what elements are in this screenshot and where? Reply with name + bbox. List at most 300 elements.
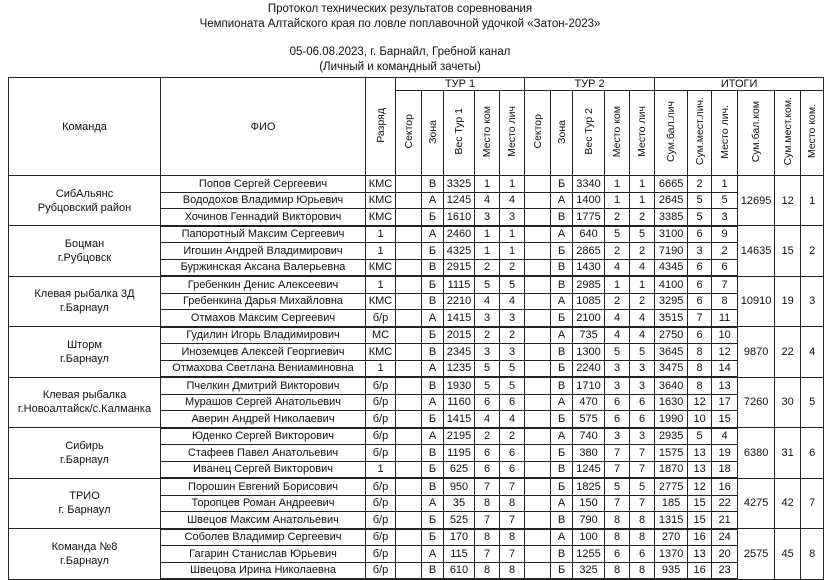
sum-places-pers-cell: 8 [688,377,712,394]
team-cell [9,478,161,529]
sum-points-pers-cell: 1630 [655,394,688,411]
rank-cell: КМС [366,209,396,226]
totals-header: ИТОГИ [655,78,824,91]
rank-cell: 1 [366,226,396,243]
place-pers2-cell: 2 [630,293,655,310]
team-places-cell: 45 [775,529,801,580]
zone2-cell: А [551,327,573,344]
zone2-cell: В [551,461,573,478]
sector2-cell [525,327,551,344]
place-pers2-cell: 8 [630,562,655,579]
team-place-cell: 1 [801,176,824,226]
sector1-cell [396,461,422,478]
place-pers2-cell: 6 [630,394,655,411]
rank-cell: КМС [366,176,396,193]
place-team2-cell: 1 [605,192,630,209]
sum-places-pers-cell: 8 [688,360,712,377]
weight1-cell: 1195 [444,445,475,462]
place-pers2-cell: 4 [630,310,655,327]
team-places-cell: 42 [775,478,801,529]
fio-cell: Аверин Андрей Николаевич [161,411,366,428]
zone2-cell: А [551,293,573,310]
rank-cell: б/р [366,445,396,462]
weight1-cell: 3325 [444,176,475,193]
sum-places-pers-cell: 6 [688,276,712,293]
col-weight2-header: Вес Тур 2 [573,91,605,176]
weight1-cell: 2460 [444,226,475,243]
sector2-cell [525,445,551,462]
table-row [9,478,824,495]
place-team1-cell: 1 [475,226,500,243]
place-pers-total-cell: 8 [712,293,738,310]
team-city: Рубцовский район [37,201,132,214]
weight1-cell: 2195 [444,428,475,445]
place-team2-cell: 3 [605,428,630,445]
zone2-cell: В [551,546,573,563]
zone2-cell: А [551,192,573,209]
sector2-cell [525,495,551,512]
place-team1-cell: 2 [475,327,500,344]
header-line-4: (Личный и командный зачеты) [319,61,481,73]
zone1-cell: Б [422,529,444,546]
place-pers1-cell: 2 [500,327,525,344]
rank-cell: б/р [366,495,396,512]
place-pers1-cell: 4 [500,192,525,209]
col-place-pers1-header: Место лич [500,91,525,176]
sum-places-pers-cell: 13 [688,445,712,462]
table-row [9,529,824,546]
zone2-cell: Б [551,176,573,193]
place-pers1-cell: 5 [500,360,525,377]
place-pers-total-cell: 6 [712,259,738,276]
team-place-cell: 7 [801,478,824,529]
fio-cell: Швецов Максим Анатольевич [161,512,366,529]
rank-cell: МС [366,327,396,344]
fio-cell: Торопцев Роман Андреевич [161,495,366,512]
rank-cell: б/р [366,562,396,579]
zone1-cell: Б [422,327,444,344]
place-team2-cell: 8 [605,562,630,579]
weight1-cell: 4325 [444,243,475,260]
place-team1-cell: 1 [475,176,500,193]
place-team2-cell: 7 [605,445,630,462]
place-pers1-cell: 6 [500,445,525,462]
fio-cell: Гагарин Станислав Юрьевич [161,546,366,563]
header-line-3: 05-06.08.2023, г. Барнайл, Гребной канал [289,46,511,58]
fio-cell: Попов Сергей Сергеевич [161,176,366,193]
team-city: г.Барнаул [60,554,109,567]
place-pers-total-cell: 23 [712,562,738,579]
col-sector1-header: Сектор [396,91,422,176]
sum-places-pers-cell: 3 [688,243,712,260]
sum-places-pers-cell: 13 [688,461,712,478]
weight1-cell: 1245 [444,192,475,209]
fio-cell: Иноземцев Алексей Георгиевич [161,344,366,361]
weight2-cell: 2240 [573,360,605,377]
zone2-cell: А [551,226,573,243]
sector1-cell [396,562,422,579]
place-pers2-cell: 7 [630,461,655,478]
zone1-cell: Б [422,209,444,226]
place-pers-total-cell: 4 [712,428,738,445]
sector1-cell [396,377,422,394]
place-pers2-cell: 5 [630,344,655,361]
fio-cell: Отмахова Светлана Вениаминовна [161,360,366,377]
zone1-cell: А [422,546,444,563]
zone1-cell: В [422,377,444,394]
col-place-team1-header: Место ком [475,91,500,176]
col-sum-points-team-header: Сум.бал.ком [738,91,775,176]
sum-points-pers-cell: 1370 [655,546,688,563]
sum-places-pers-cell: 6 [688,293,712,310]
sum-places-pers-cell: 2 [688,176,712,193]
zone1-cell: А [422,226,444,243]
place-team2-cell: 8 [605,512,630,529]
fio-cell: Соболев Владимир Сергеевич [161,529,366,546]
weight2-cell: 1245 [573,461,605,478]
fio-cell: Пчелкин Дмитрий Викторович [161,377,366,394]
col-zone1-header: Зона [422,91,444,176]
weight2-cell: 640 [573,226,605,243]
weight1-cell: 525 [444,512,475,529]
place-pers2-cell: 3 [630,360,655,377]
fio-cell: Буржинская Аксана Валерьевна [161,259,366,276]
sum-points-pers-cell: 3640 [655,377,688,394]
team-places-cell: 15 [775,226,801,277]
sum-points-pers-cell: 1315 [655,512,688,529]
place-pers-total-cell: 13 [712,377,738,394]
weight2-cell: 2100 [573,310,605,327]
sector1-cell [396,209,422,226]
place-pers-total-cell: 16 [712,478,738,495]
team-cell [9,176,161,226]
rank-cell: КМС [366,192,396,209]
zone1-cell: Б [422,512,444,529]
sector2-cell [525,512,551,529]
team-city: г.Барнаул [60,453,109,466]
weight2-cell: 1775 [573,209,605,226]
sector1-cell [396,394,422,411]
rank-cell: б/р [366,512,396,529]
fio-cell: Гребенкин Денис Алексеевич [161,276,366,293]
zone2-cell: В [551,209,573,226]
place-team1-cell: 2 [475,428,500,445]
team-points-cell: 7260 [738,377,775,428]
weight2-cell: 2865 [573,243,605,260]
sector1-cell [396,176,422,193]
place-pers-total-cell: 24 [712,529,738,546]
fio-cell: Гребенкина Дарья Михайловна [161,293,366,310]
weight1-cell: 1415 [444,411,475,428]
sector1-cell [396,546,422,563]
header-line-1: Протокол технических результатов соревнования [267,3,533,15]
weight1-cell: 1160 [444,394,475,411]
place-pers1-cell: 4 [500,411,525,428]
zone2-cell: В [551,512,573,529]
place-pers1-cell: 1 [500,243,525,260]
place-team2-cell: 5 [605,226,630,243]
sector2-cell [525,562,551,579]
place-pers1-cell: 7 [500,478,525,495]
sector2-cell [525,276,551,293]
team-name: Клевая рыбалка 3Д [34,288,135,301]
sum-points-pers-cell: 935 [655,562,688,579]
place-pers-total-cell: 12 [712,344,738,361]
sector2-cell [525,259,551,276]
team-points-cell: 6380 [738,428,775,479]
rank-cell: 1 [366,360,396,377]
zone2-cell: Б [551,411,573,428]
place-pers-total-cell: 19 [712,445,738,462]
place-pers1-cell: 2 [500,259,525,276]
team-place-cell: 3 [801,276,824,327]
zone2-cell: В [551,276,573,293]
sum-points-pers-cell: 6665 [655,176,688,193]
sum-points-pers-cell: 2750 [655,327,688,344]
col-sum-places-pers-header: Сум.мест.лич. [688,91,712,176]
sum-places-pers-cell: 6 [688,327,712,344]
document-header [0,2,800,75]
col-zone2-header: Зона [551,91,573,176]
sector1-cell [396,226,422,243]
place-pers-total-cell: 14 [712,360,738,377]
weight2-cell: 1825 [573,478,605,495]
place-team2-cell: 1 [605,276,630,293]
place-pers1-cell: 3 [500,209,525,226]
table-row [9,176,824,193]
weight1-cell: 950 [444,478,475,495]
rank-cell: б/р [366,377,396,394]
sum-points-pers-cell: 3645 [655,344,688,361]
col-weight1-header: Вес Тур 1 [444,91,475,176]
fio-cell: Мурашов Сергей Анатольевич [161,394,366,411]
sector2-cell [525,293,551,310]
place-pers-total-cell: 17 [712,394,738,411]
team-name: Боцман [64,237,105,250]
sum-places-pers-cell: 6 [688,226,712,243]
sum-places-pers-cell: 15 [688,495,712,512]
place-pers2-cell: 7 [630,495,655,512]
place-team2-cell: 2 [605,293,630,310]
team-cell [9,327,161,378]
sum-points-pers-cell: 3100 [655,226,688,243]
sector2-cell [525,226,551,243]
team-city: г. Барнаул [58,504,111,517]
sector1-cell [396,243,422,260]
sector1-cell [396,192,422,209]
results-body [9,176,824,580]
zone1-cell: А [422,428,444,445]
place-pers-total-cell: 10 [712,327,738,344]
place-team2-cell: 6 [605,394,630,411]
table-row [9,226,824,243]
sector1-cell [396,276,422,293]
weight2-cell: 1400 [573,192,605,209]
sector2-cell [525,192,551,209]
zone2-cell: Б [551,310,573,327]
weight2-cell: 1085 [573,293,605,310]
place-team1-cell: 4 [475,411,500,428]
team-city: г.Барнаул [60,352,109,365]
place-team1-cell: 5 [475,360,500,377]
sum-points-pers-cell: 4100 [655,276,688,293]
place-pers1-cell: 8 [500,562,525,579]
place-team2-cell: 3 [605,360,630,377]
zone2-cell: А [551,495,573,512]
table-row [9,327,824,344]
sum-places-pers-cell: 5 [688,209,712,226]
weight2-cell: 1710 [573,377,605,394]
sector1-cell [396,327,422,344]
team-cell [9,428,161,479]
place-team2-cell: 6 [605,411,630,428]
zone2-cell: Б [551,562,573,579]
team-place-cell: 5 [801,377,824,428]
place-pers1-cell: 6 [500,394,525,411]
sum-places-pers-cell: 12 [688,394,712,411]
table-row [9,377,824,394]
place-team1-cell: 5 [475,377,500,394]
place-team1-cell: 7 [475,512,500,529]
rank-cell: б/р [366,529,396,546]
place-team1-cell: 8 [475,495,500,512]
team-points-cell: 14635 [738,226,775,277]
place-pers-total-cell: 1 [712,176,738,193]
sum-points-pers-cell: 3475 [655,360,688,377]
sum-places-pers-cell: 16 [688,529,712,546]
sector2-cell [525,360,551,377]
place-team1-cell: 6 [475,461,500,478]
team-place-cell: 8 [801,529,824,580]
zone1-cell: Б [422,276,444,293]
place-pers1-cell: 8 [500,495,525,512]
sector2-cell [525,243,551,260]
weight1-cell: 35 [444,495,475,512]
place-pers-total-cell: 5 [712,192,738,209]
team-name: Сибирь [65,439,104,452]
rank-cell: б/р [366,546,396,563]
place-pers2-cell: 4 [630,259,655,276]
team-points-cell: 12695 [738,176,775,226]
sum-points-pers-cell: 1870 [655,461,688,478]
zone2-cell: В [551,344,573,361]
sector2-cell [525,546,551,563]
sector2-cell [525,176,551,193]
weight1-cell: 170 [444,529,475,546]
sector1-cell [396,360,422,377]
sum-places-pers-cell: 8 [688,344,712,361]
team-points-cell: 9870 [738,327,775,378]
place-pers1-cell: 6 [500,461,525,478]
weight2-cell: 150 [573,495,605,512]
team-points-cell: 2575 [738,529,775,580]
team-cell [9,276,161,327]
sector1-cell [396,512,422,529]
sector2-cell [525,377,551,394]
col-sum-places-team-header: Сум.мест.ком. [775,91,801,176]
sum-places-pers-cell: 5 [688,428,712,445]
weight2-cell: 575 [573,411,605,428]
sum-points-pers-cell: 7190 [655,243,688,260]
place-pers-total-cell: 3 [712,209,738,226]
sector2-cell [525,344,551,361]
sector1-cell [396,411,422,428]
place-team1-cell: 3 [475,344,500,361]
place-pers-total-cell: 22 [712,495,738,512]
sum-places-pers-cell: 6 [688,259,712,276]
place-team1-cell: 8 [475,529,500,546]
sum-points-pers-cell: 3515 [655,310,688,327]
sum-points-pers-cell: 3385 [655,209,688,226]
place-pers1-cell: 7 [500,546,525,563]
sum-points-pers-cell: 2935 [655,428,688,445]
place-pers2-cell: 1 [630,192,655,209]
team-name: Шторм [67,338,102,351]
header-line-2: Чемпионата Алтайского края по ловле поплавочной удочкой «Затон-2023» [199,18,601,30]
weight1-cell: 1235 [444,360,475,377]
weight2-cell: 2985 [573,276,605,293]
table-row [9,276,824,293]
place-team2-cell: 8 [605,529,630,546]
fio-cell: Отмахов Максим Сергеевич [161,310,366,327]
zone1-cell: В [422,176,444,193]
weight1-cell: 2210 [444,293,475,310]
place-pers1-cell: 4 [500,293,525,310]
place-team2-cell: 4 [605,259,630,276]
zone2-cell: В [551,259,573,276]
col-sum-points-pers-header: Сум.бал.лич [655,91,688,176]
sum-points-pers-cell: 2645 [655,192,688,209]
sector2-cell [525,529,551,546]
place-team2-cell: 5 [605,478,630,495]
place-pers2-cell: 2 [630,243,655,260]
rank-cell: б/р [366,411,396,428]
team-name: ТРИО [69,490,100,503]
weight2-cell: 380 [573,445,605,462]
fio-cell: Папоротный Максим Сергеевич [161,226,366,243]
sector2-cell [525,411,551,428]
place-pers1-cell: 2 [500,428,525,445]
sum-places-pers-cell: 7 [688,310,712,327]
sector2-cell [525,461,551,478]
place-team1-cell: 6 [475,445,500,462]
weight1-cell: 2915 [444,259,475,276]
place-team1-cell: 3 [475,310,500,327]
rank-cell: КМС [366,259,396,276]
place-pers1-cell: 5 [500,377,525,394]
zone1-cell: В [422,562,444,579]
zone1-cell: А [422,360,444,377]
weight2-cell: 100 [573,529,605,546]
weight1-cell: 115 [444,546,475,563]
sector2-cell [525,428,551,445]
team-place-cell: 4 [801,327,824,378]
zone1-cell: В [422,445,444,462]
sector1-cell [396,259,422,276]
weight1-cell: 1610 [444,209,475,226]
place-team2-cell: 4 [605,327,630,344]
results-table [8,77,824,580]
weight2-cell: 1430 [573,259,605,276]
col-place-pers-total-header: Место лич. [712,91,738,176]
zone2-cell: Б [551,360,573,377]
sum-places-pers-cell: 12 [688,478,712,495]
rank-cell: 1 [366,461,396,478]
place-pers1-cell: 1 [500,226,525,243]
team-place-cell: 6 [801,428,824,479]
place-pers2-cell: 3 [630,377,655,394]
weight2-cell: 325 [573,562,605,579]
